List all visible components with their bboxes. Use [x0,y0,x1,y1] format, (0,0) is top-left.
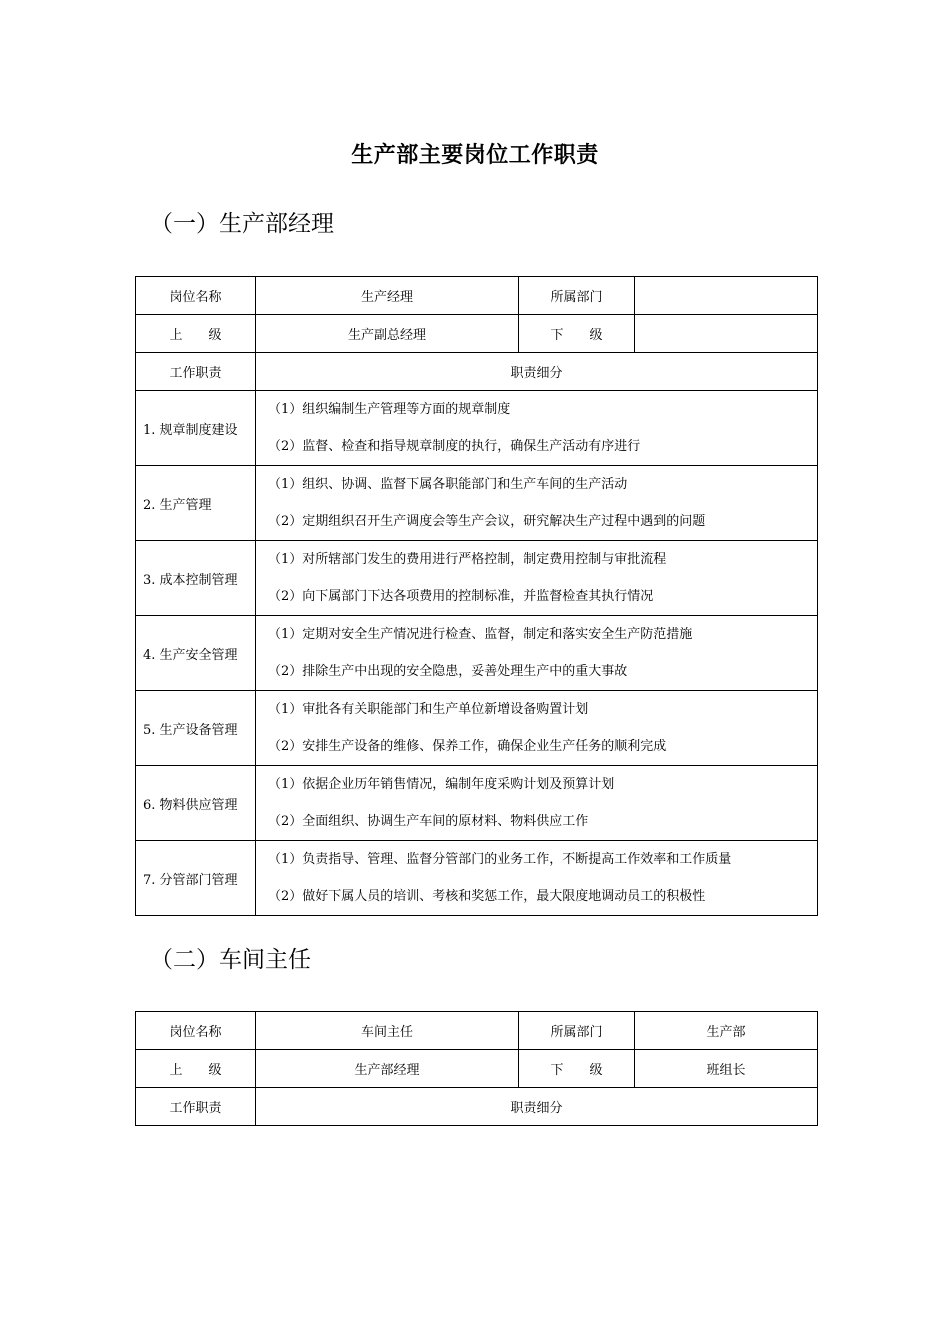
table-row [136,315,818,353]
duty-item: （1）组织、协调、监督下属各职能部门和生产车间的生产活动 [268,477,628,492]
duty-items [256,691,818,766]
table-row [136,1050,818,1088]
department-value [635,277,818,315]
subordinate-label: 下 级 [519,1050,635,1088]
duty-area: 1. 规章制度建设 [136,391,256,466]
duty-area: 6. 物料供应管理 [136,766,256,841]
department-label: 所属部门 [519,277,635,315]
duty-area: 5. 生产设备管理 [136,691,256,766]
position-name-value: 车间主任 [256,1012,519,1050]
duty-label: 工作职责 [136,353,256,391]
position-name-value: 生产经理 [256,277,519,315]
duty-item: （1）负责指导、管理、监督分管部门的业务工作，不断提高工作效率和工作质量 [268,852,732,867]
duty-item: （2）监督、检查和指导规章制度的执行，确保生产活动有序进行 [268,439,641,454]
subordinate-value: 班组长 [635,1050,818,1088]
duty-detail-label: 职责细分 [256,353,818,391]
duty-item: （2）做好下属人员的培训、考核和奖惩工作，最大限度地调动员工的积极性 [268,889,706,904]
document-title: 生产部主要岗位工作职责 [351,143,599,168]
table-row [136,1012,818,1050]
department-label: 所属部门 [519,1012,635,1050]
subordinate-value [635,315,818,353]
duty-items [256,841,818,916]
duty-area: 7. 分管部门管理 [136,841,256,916]
section-heading-production-manager: （一）生产部经理 [150,211,334,237]
table-row [136,466,818,541]
duty-item: （1）审批各有关职能部门和生产单位新增设备购置计划 [268,702,589,717]
table-row [136,541,818,616]
duty-table-workshop-director [135,1011,818,1126]
table-row [136,691,818,766]
duty-item: （1）定期对安全生产情况进行检查、监督，制定和落实安全生产防范措施 [268,627,693,642]
duty-item: （2）向下属部门下达各项费用的控制标准，并监督检查其执行情况 [268,589,654,604]
table-row [136,616,818,691]
subordinate-label: 下 级 [519,315,635,353]
duty-item: （1）对所辖部门发生的费用进行严格控制，制定费用控制与审批流程 [268,552,667,567]
duty-items [256,391,818,466]
duty-item: （2）全面组织、协调生产车间的原材料、物料供应工作 [268,814,589,829]
table-row [136,841,818,916]
department-value: 生产部 [635,1012,818,1050]
duty-items [256,616,818,691]
table-row [136,353,818,391]
superior-label: 上 级 [136,315,256,353]
superior-value: 生产副总经理 [256,315,519,353]
duty-item: （2）安排生产设备的维修、保养工作，确保企业生产任务的顺利完成 [268,739,667,754]
section-heading-workshop-director: （二）车间主任 [150,947,311,973]
table-row [136,277,818,315]
duty-item: （1）依据企业历年销售情况，编制年度采购计划及预算计划 [268,777,615,792]
table-row [136,766,818,841]
duty-item: （1）组织编制生产管理等方面的规章制度 [268,402,511,417]
duty-items [256,541,818,616]
table-row [136,1088,818,1126]
duty-area: 2. 生产管理 [136,466,256,541]
duty-table-production-manager [135,276,818,916]
position-name-label: 岗位名称 [136,1012,256,1050]
duty-item: （2）定期组织召开生产调度会等生产会议，研究解决生产过程中遇到的问题 [268,514,706,529]
superior-value: 生产部经理 [256,1050,519,1088]
duty-detail-label: 职责细分 [256,1088,818,1126]
position-name-label: 岗位名称 [136,277,256,315]
duty-label: 工作职责 [136,1088,256,1126]
duty-area: 4. 生产安全管理 [136,616,256,691]
duty-area: 3. 成本控制管理 [136,541,256,616]
duty-item: （2）排除生产中出现的安全隐患，妥善处理生产中的重大事故 [268,664,628,679]
duty-items [256,766,818,841]
duty-items [256,466,818,541]
superior-label: 上 级 [136,1050,256,1088]
table-row [136,391,818,466]
